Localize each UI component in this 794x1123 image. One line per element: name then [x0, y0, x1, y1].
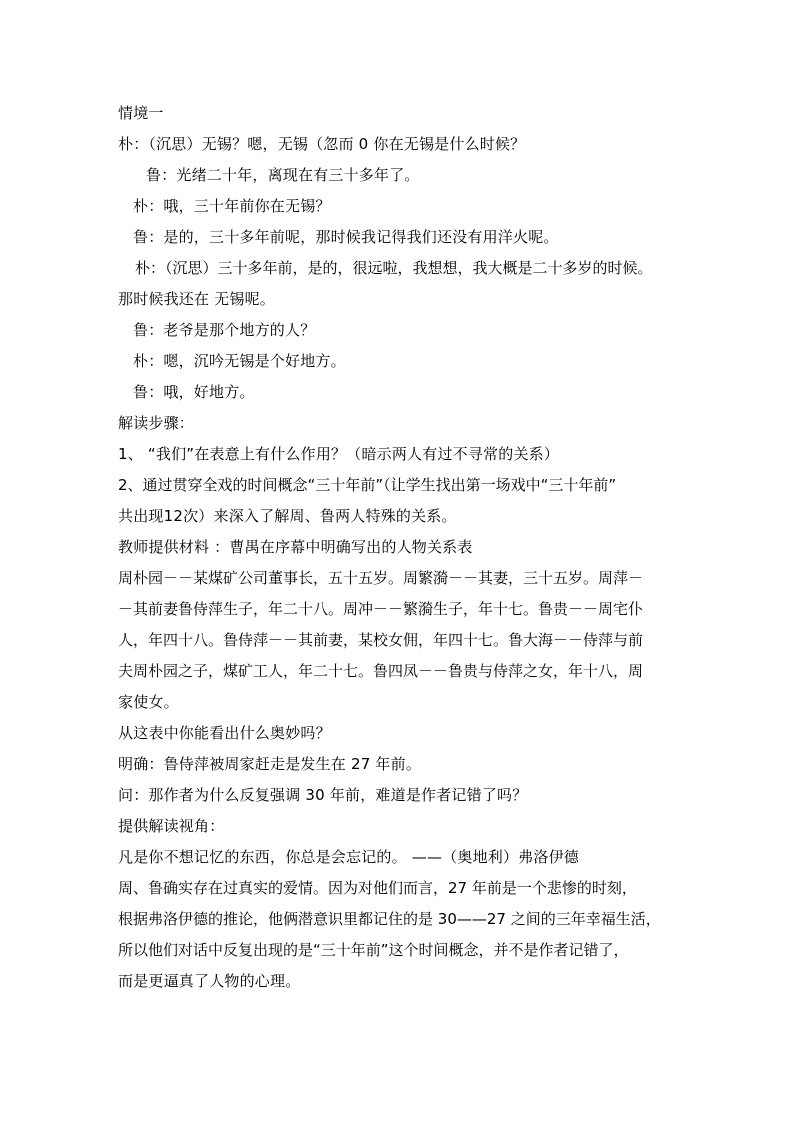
step-item: 2、通过贯穿全戏的时间概念“三十年前”（让学生找出第一场戏中“三十年前”: [118, 476, 617, 494]
document-body: [118, 98, 678, 997]
dialogue-line: 鲁：哦，好地方。: [133, 383, 255, 401]
analysis-line: 所以他们对话中反复出现的是“三十年前”这个时间概念，并不是作者记错了，: [118, 941, 629, 959]
section-heading: 情境一: [118, 104, 164, 122]
step-item: 共出现12次）来深入了解周、鲁两人特殊的关系。: [118, 507, 457, 525]
relation-line: －其前妻鲁侍萍生子，年二十八。周冲－－繁漪生子，年十七。鲁贵－－周宅仆: [118, 600, 644, 618]
relation-line: 人，年四十八。鲁侍萍－－其前妻，某校女佣，年四十七。鲁大海－－侍萍与前: [118, 631, 644, 649]
relation-line: 周朴园－－某煤矿公司董事长，五十五岁。周繁漪－－其妻，三十五岁。周萍－: [118, 569, 644, 587]
dialogue-line: 鲁：老爷是那个地方的人？: [133, 321, 316, 339]
relation-line: 夫周朴园之子，煤矿工人，年二十七。鲁四凤－－鲁贵与侍萍之女，年十八，周: [118, 662, 644, 680]
quote: 凡是你不想记忆的东西，你总是会忘记的。 ——（奥地利）弗洛伊德: [118, 848, 579, 866]
step-item: 1、 “我们”在表意上有什么作用？（暗示两人有过不寻常的关系）: [118, 445, 560, 463]
dialogue-line: 鲁：光绪二十年，离现在有三十多年了。: [146, 166, 420, 184]
material-title: 教师提供材料 ：曹禺在序幕中明确写出的人物关系表: [118, 538, 473, 556]
question: 问：那作者为什么反复强调 30 年前，难道是作者记错了吗？: [118, 786, 528, 804]
clarification: 明确：鲁侍萍被周家赶走是发生在 27 年前。: [118, 755, 422, 773]
steps-heading: 解读步骤：: [118, 414, 195, 432]
analysis-line: 而是更逼真了人物的心理。: [118, 972, 301, 990]
dialogue-line: 朴：哦，三十年前你在无锡？: [133, 197, 331, 215]
dialogue-line: 那时候我还在 无锡呢。: [118, 290, 275, 308]
analysis-line: 周、鲁确实存在过真实的爱情。因为对他们而言，27 年前是一个悲惨的时刻，: [118, 879, 637, 897]
analysis-line: 根据弗洛伊德的推论，他俩潜意识里都记住的是 30——27 之间的三年幸福生活，: [118, 910, 661, 928]
dialogue-line: 朴：（沉思）无锡？嗯，无锡（忽而 0 你在无锡是什么时候？: [118, 135, 526, 153]
dialogue-line: 鲁：是的，三十多年前呢，那时候我记得我们还没有用洋火呢。: [133, 228, 559, 246]
relation-line: 家使女。: [118, 693, 179, 711]
dialogue-line: 朴：嗯，沉吟无锡是个好地方。: [133, 352, 346, 370]
perspective-title: 提供解读视角：: [118, 817, 225, 835]
dialogue-line: 朴：（沉思）三十多年前，是的，很远啦，我想想，我大概是二十多岁的时候。: [135, 259, 653, 277]
question: 从这表中你能看出什么奥妙吗？: [118, 724, 331, 742]
